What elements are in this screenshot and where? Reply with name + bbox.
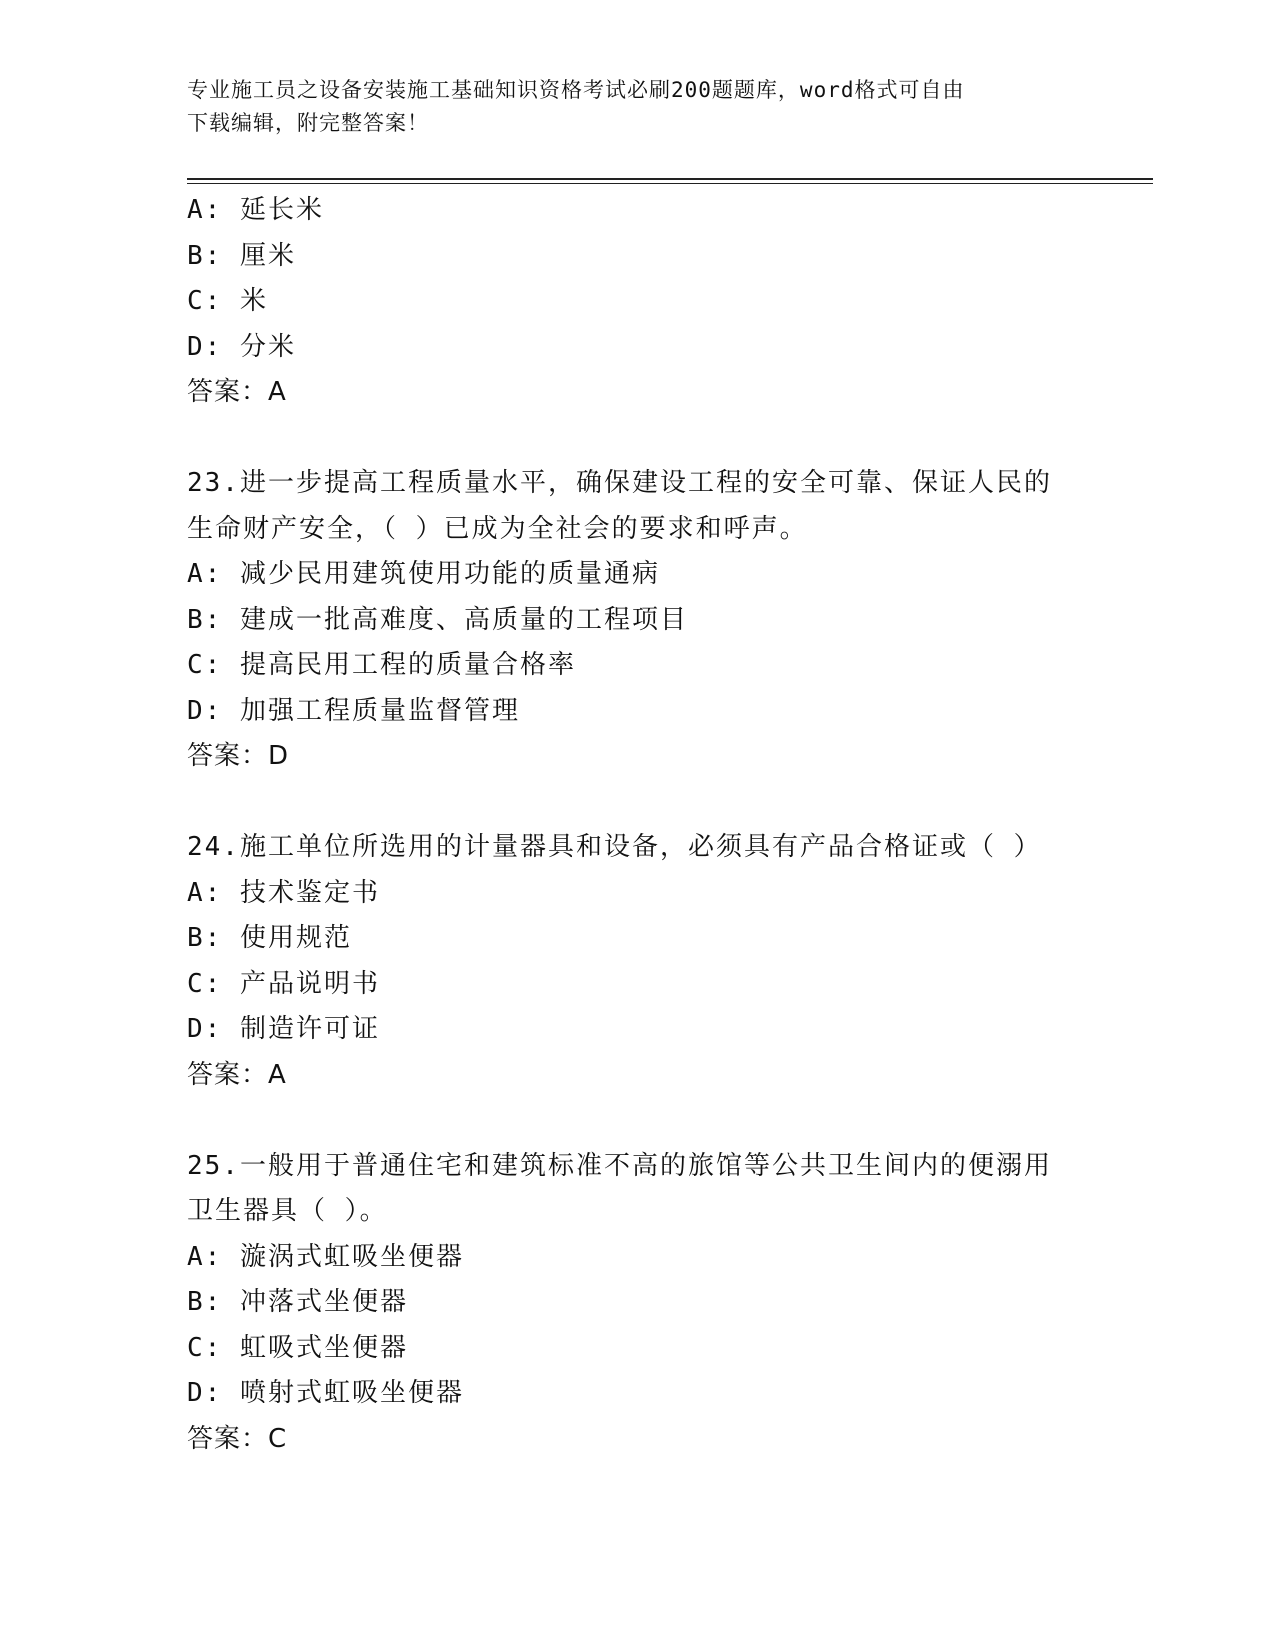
option-b: B: 厘米 (187, 240, 296, 271)
spacer (187, 1098, 1117, 1144)
answer: 答案：A (187, 1059, 287, 1090)
header-divider-thick (187, 178, 1153, 180)
question-stem-line-1: 23.进一步提高工程质量水平，确保建设工程的安全可靠、保证人民的 (187, 468, 1052, 498)
option-d: D: 制造许可证 (187, 1014, 380, 1044)
option-a: A: 漩涡式虹吸坐便器 (187, 1241, 464, 1272)
question-list (187, 188, 1117, 1462)
option-b: B: 冲落式坐便器 (187, 1287, 408, 1317)
spacer (187, 416, 1117, 462)
question-24 (187, 825, 1117, 1098)
header-divider-thin (187, 183, 1153, 184)
spacer (187, 780, 1117, 826)
question-23 (187, 461, 1117, 780)
option-d: D: 加强工程质量监督管理 (187, 695, 520, 726)
option-b: B: 使用规范 (187, 923, 352, 953)
option-a: A: 减少民用建筑使用功能的质量通病 (187, 559, 660, 589)
option-a: A: 技术鉴定书 (187, 877, 380, 908)
question-stem-line-2: 生命财产安全，（ ）已成为全社会的要求和呼声。 (187, 513, 808, 544)
option-c: C: 提高民用工程的质量合格率 (187, 650, 576, 680)
option-c: C: 米 (187, 286, 268, 316)
question-stem-line-1: 24.施工单位所选用的计量器具和设备，必须具有产品合格证或（ ） (187, 832, 1042, 862)
option-d: D: 喷射式虹吸坐便器 (187, 1378, 464, 1408)
answer: 答案：C (187, 1423, 288, 1454)
option-a: A: 延长米 (187, 195, 324, 225)
question-stem-line-1: 25.一般用于普通住宅和建筑标准不高的旅馆等公共卫生间内的便溺用 (187, 1150, 1052, 1181)
question-22 (187, 188, 1117, 416)
header-title-line-1: 专业施工员之设备安装施工基础知识资格考试必刷200题题库，word格式可自由 (187, 78, 965, 102)
answer: 答案：D (187, 741, 290, 771)
option-c: C: 产品说明书 (187, 968, 380, 999)
answer: 答案：A (187, 377, 287, 407)
document-header (187, 74, 1067, 140)
question-25 (187, 1144, 1117, 1463)
question-stem-line-2: 卫生器具（ ）。 (187, 1196, 388, 1226)
option-c: C: 虹吸式坐便器 (187, 1332, 408, 1363)
option-b: B: 建成一批高难度、高质量的工程项目 (187, 604, 688, 635)
header-title-line-2: 下载编辑，附完整答案！ (187, 111, 429, 135)
option-d: D: 分米 (187, 331, 296, 362)
